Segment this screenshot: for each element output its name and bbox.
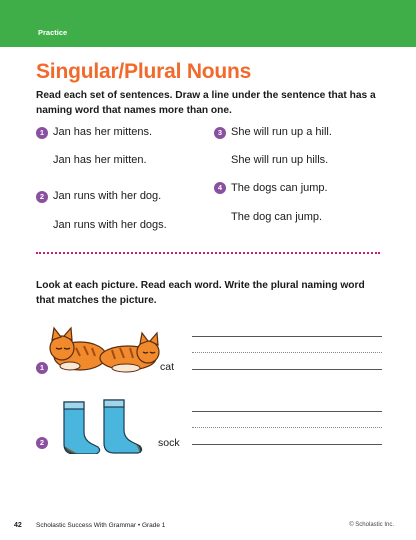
item-number-badge: 4	[214, 182, 226, 194]
writing-line-top[interactable]	[192, 411, 382, 412]
writing-line-base[interactable]	[192, 369, 382, 370]
sentence-option[interactable]: Jan has her mitten.	[53, 154, 147, 166]
sentence-option[interactable]: Jan runs with her dog.	[53, 190, 162, 202]
book-title: Scholastic Success With Grammar • Grade 1	[36, 522, 166, 529]
two-cats-icon	[46, 326, 164, 374]
page-title: Singular/Plural Nouns	[36, 60, 252, 83]
sentence-option[interactable]: She will run up a hill.	[231, 126, 332, 138]
sentence-option[interactable]: The dog can jump.	[231, 211, 323, 223]
picture-word: cat	[160, 361, 175, 373]
picture-number-badge: 1	[36, 362, 48, 374]
sentence-option[interactable]: Jan has her mittens.	[53, 126, 153, 138]
sentence-option[interactable]: Jan runs with her dogs.	[53, 219, 167, 231]
item-number-badge: 1	[36, 127, 48, 139]
writing-line-top[interactable]	[192, 336, 382, 337]
two-socks-icon	[58, 398, 154, 454]
sentence-option[interactable]: The dogs can jump.	[231, 182, 328, 194]
picture-number-badge: 2	[36, 437, 48, 449]
item-number-badge: 3	[214, 127, 226, 139]
header-bar	[0, 0, 416, 47]
sentence-option[interactable]: She will run up hills.	[231, 154, 329, 166]
picture-word: sock	[158, 437, 180, 449]
writing-line-mid	[192, 427, 382, 428]
page-number: 42	[14, 522, 22, 529]
directions-part2: Look at each picture. Read each word. Write the plural naming word that matches the picture.	[36, 280, 365, 306]
section-divider	[36, 252, 380, 254]
directions-part1: Read each set of sentences. Draw a line under the sentence that has a naming word that names more than one.	[36, 90, 376, 116]
copyright: © Scholastic Inc.	[349, 522, 394, 528]
writing-line-mid	[192, 352, 382, 353]
item-number-badge: 2	[36, 191, 48, 203]
writing-line-base[interactable]	[192, 444, 382, 445]
section-label: Practice	[38, 28, 68, 37]
